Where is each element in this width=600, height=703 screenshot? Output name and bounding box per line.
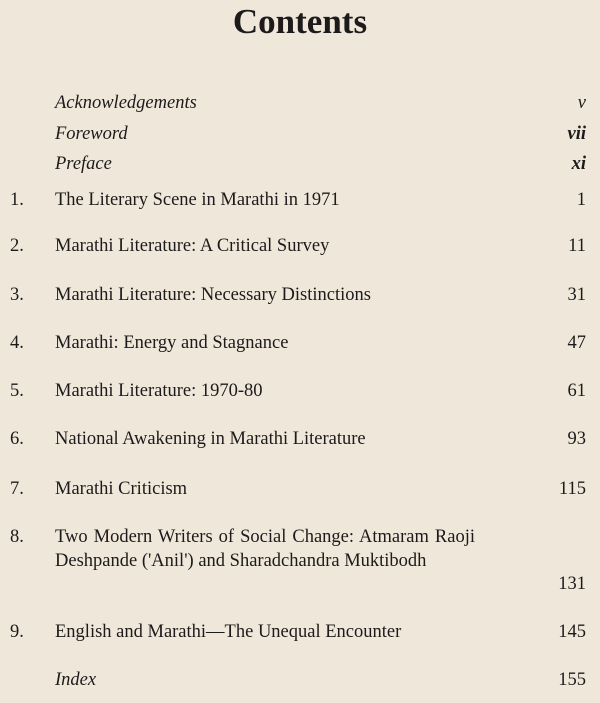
toc-page: v: [577, 93, 586, 113]
toc-page: 11: [568, 236, 586, 256]
toc-page: 155: [558, 670, 586, 690]
toc-page: 145: [558, 622, 586, 642]
toc-label: Preface: [55, 154, 112, 174]
chapter-title: Marathi Literature: 1970-80: [55, 381, 263, 401]
chapter-number: 2.: [10, 236, 24, 256]
chapter-title: Marathi Literature: A Critical Survey: [55, 236, 330, 256]
chapter-number: 7.: [10, 479, 24, 499]
chapter-number: 6.: [10, 429, 24, 449]
toc-label: Index: [55, 670, 97, 690]
toc-page: 131: [558, 574, 586, 594]
toc-label: Acknowledgements: [55, 93, 197, 113]
toc-page: 47: [567, 333, 586, 353]
chapter-title: National Awakening in Marathi Literature: [55, 429, 366, 449]
chapter-title: Two Modern Writers of Social Change: Atmaram Raoji Deshpande ('Anil') and Sharadchandra Muktibodh: [55, 527, 475, 571]
toc-page: 31: [567, 285, 586, 305]
toc-page: 115: [558, 479, 586, 499]
chapter-title: Marathi Criticism: [55, 479, 188, 499]
toc-page: 61: [567, 381, 586, 401]
page-title: Contents: [232, 2, 368, 41]
chapter-number: 4.: [10, 333, 24, 353]
chapter-title: Marathi Literature: Necessary Distinctions: [55, 285, 371, 305]
toc-page: 1: [576, 190, 586, 210]
chapter-number: 9.: [10, 622, 24, 642]
chapter-number: 3.: [10, 285, 24, 305]
toc-label: Foreword: [55, 124, 128, 144]
toc-page: xi: [571, 154, 586, 174]
toc-page: vii: [567, 124, 586, 144]
toc-page: 93: [567, 429, 586, 449]
chapter-title: English and Marathi—The Unequal Encounter: [55, 622, 402, 642]
chapter-title: The Literary Scene in Marathi in 1971: [55, 190, 340, 210]
chapter-number: 5.: [10, 381, 24, 401]
chapter-number: 1.: [10, 190, 24, 210]
chapter-title: Marathi: Energy and Stagnance: [55, 333, 289, 353]
chapter-number: 8.: [10, 527, 24, 547]
